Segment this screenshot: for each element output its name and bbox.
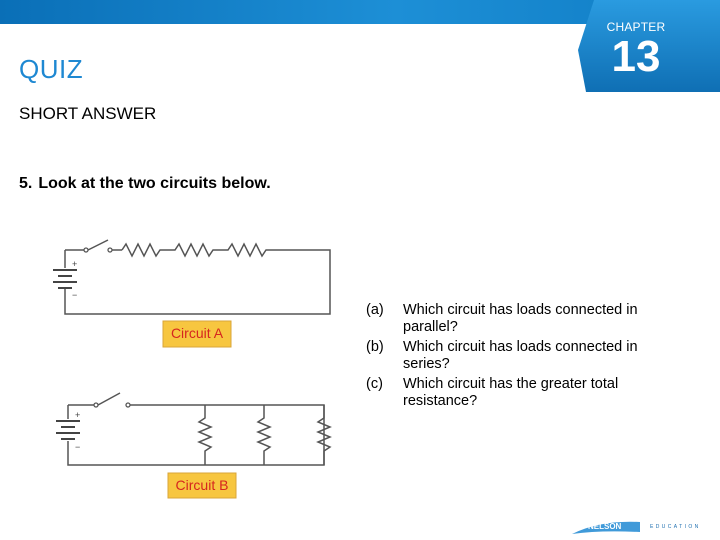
sub-question-b [366, 339, 686, 373]
sub-question-letter: (c) [366, 376, 383, 392]
sub-question-list [366, 302, 686, 413]
circuit-a-label: Circuit A [170, 325, 224, 341]
chapter-label: CHAPTER [606, 20, 666, 34]
battery-plus-b: + [75, 410, 81, 420]
sub-question-a [366, 302, 686, 336]
battery-minus-b: − [75, 442, 81, 452]
circuit-a-diagram [40, 230, 340, 350]
logo-brand-sub: EDUCATION [650, 524, 701, 530]
chapter-number: 13 [611, 32, 661, 81]
page-title: QUIZ [19, 54, 84, 84]
sub-question-text: Which circuit has loads connected in series? [403, 339, 638, 372]
sub-question-c [366, 376, 686, 410]
sub-question-letter: (a) [366, 302, 384, 318]
sub-question-letter: (b) [366, 339, 384, 355]
question-number: 5. [19, 175, 33, 192]
battery-minus-a: − [72, 290, 78, 300]
question-text: Look at the two circuits below. [38, 175, 271, 192]
nelson-education-logo [570, 510, 720, 540]
battery-plus-a: + [72, 259, 78, 269]
circuit-b-label: Circuit B [175, 477, 229, 493]
question-5 [19, 175, 271, 193]
circuit-b-diagram [40, 385, 340, 500]
sub-question-text: Which circuit has loads connected in parallel? [403, 302, 638, 335]
section-title: SHORT ANSWER [19, 104, 157, 123]
sub-question-text: Which circuit has the greater total resistance? [403, 376, 619, 409]
logo-brand-name: NELSON [588, 522, 622, 531]
